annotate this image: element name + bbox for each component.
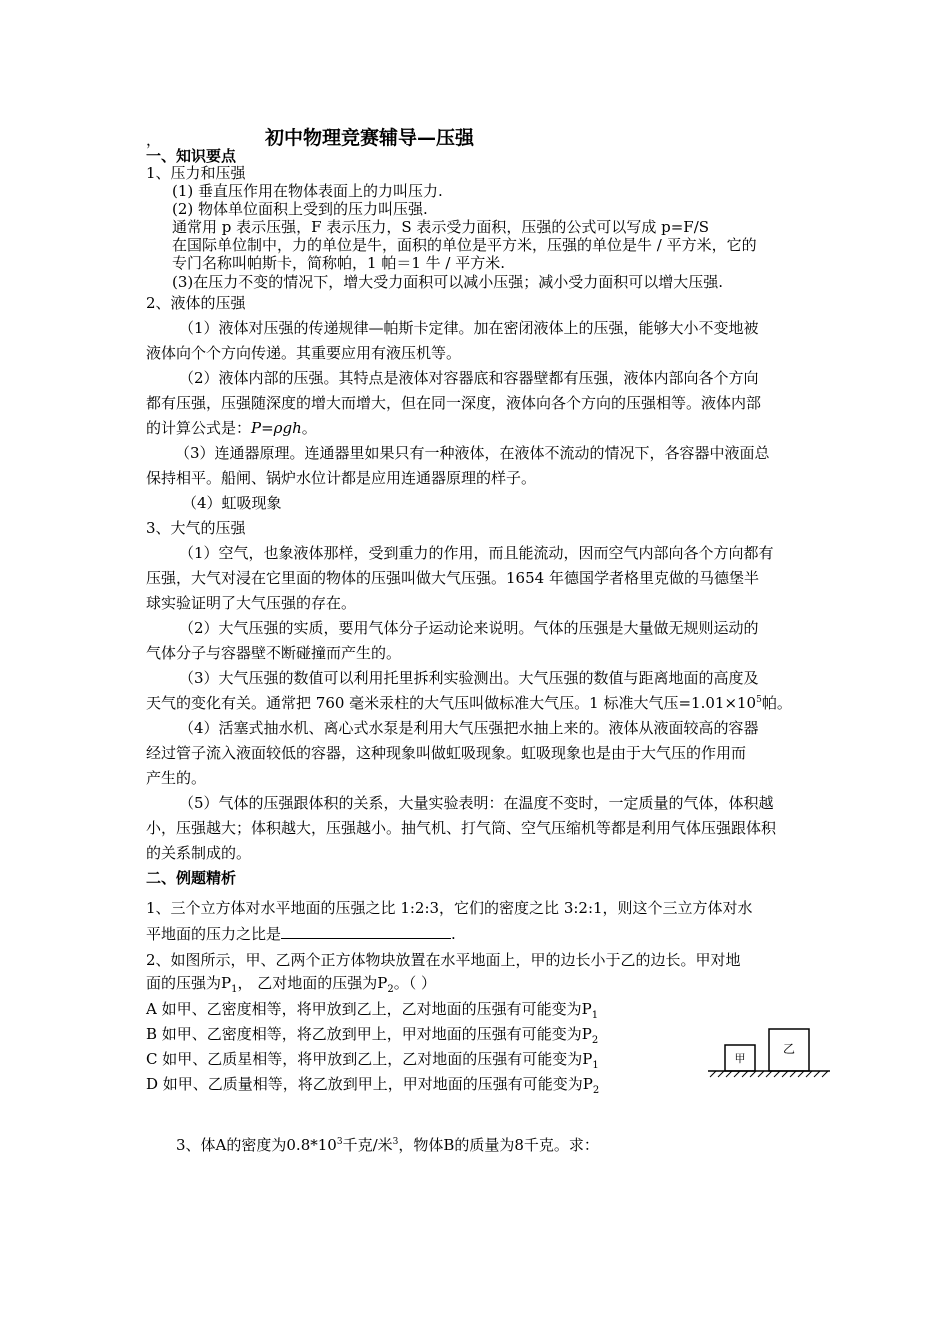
subscript: 2: [592, 1085, 600, 1096]
text: ，物体B的质量为8千克。求：: [398, 1136, 599, 1154]
paragraph: （3）大气压强的数值可以利用托里拆利实验测出。大气压强的数值与距离地面的高度及: [179, 669, 759, 687]
paragraph: 小，压强越大；体积越大，压强越小。抽气机、打气筒、空气压缩机等都是利用气体压强跟体积: [146, 819, 777, 837]
superscript: 5: [756, 695, 762, 705]
superscript: 3: [392, 1137, 399, 1147]
paragraph: 的关系制成的。: [146, 844, 252, 862]
paragraph: （5）气体的压强跟体积的关系，大量实验表明：在温度不变时，一定质量的气体，体积越: [179, 794, 774, 812]
question-2-line2: [146, 973, 436, 993]
paragraph: (3)在压力不变的情况下，增大受力面积可以减小压强；减小受力面积可以增大压强.: [172, 273, 724, 291]
paragraph: 经过管子流入液面较低的容器，这种现象叫做虹吸现象。虹吸现象也是由于大气压的作用而: [146, 744, 747, 762]
text: 面的压强为P: [146, 974, 232, 992]
subheading-pressure: 1、压力和压强: [146, 164, 246, 182]
subscript: 1: [592, 1060, 599, 1071]
paragraph: 保持相平。船闸、锅炉水位计都是应用连通器原理的样子。: [146, 469, 537, 487]
option-d: [146, 1074, 599, 1094]
subheading-liquid: 2、液体的压强: [146, 294, 246, 312]
text: 3、体A的密度为0.8*10: [176, 1136, 337, 1154]
text: C 如甲、乙质星相等，将甲放到乙上，乙对地面的压强有可能变为P: [146, 1050, 593, 1068]
paragraph: （3）连通器原理。连通器里如果只有一种液体，在液体不流动的情况下，各容器中液面总: [175, 444, 770, 462]
formula: P=ρgh: [251, 419, 302, 437]
subscript: 2: [387, 984, 394, 995]
text: 。（ ）: [393, 974, 436, 992]
question-2: 2、如图所示，甲、乙两个正方体物块放置在水平地面上，甲的边长小于乙的边长。甲对地: [146, 951, 741, 969]
paragraph: （4）虹吸现象: [182, 494, 282, 512]
question-1: 1、三个立方体对水平地面的压强之比 1:2:3，它们的密度之比 3:2:1，则这个三立方体对水: [146, 899, 753, 917]
text: 千克/米: [342, 1136, 393, 1154]
option-a: [146, 999, 598, 1019]
subheading-atmosphere: 3、大气的压强: [146, 519, 246, 537]
paragraph: 液体向个个方向传递。其重要应用有液压机等。: [146, 344, 462, 362]
block-jia-label: 甲: [734, 1052, 746, 1065]
paragraph: 专门名称叫帕斯卡，简称帕，1 帕＝1 牛 / 平方米.: [172, 254, 505, 272]
question-3: [176, 1135, 599, 1155]
subscript: 1: [231, 984, 238, 995]
block-yi-label: 乙: [782, 1042, 796, 1056]
text: 天气的变化有关。通常把 760 毫米汞柱的大气压叫做标准大气压。1 标准大气压=1.01×10: [146, 694, 757, 712]
text: B 如甲、乙密度相等，将乙放到甲上，甲对地面的压强有可能变为P: [146, 1025, 592, 1043]
paragraph: 气体分子与容器壁不断碰撞而产生的。: [146, 644, 402, 662]
subscript: 2: [591, 1035, 599, 1046]
text: .: [451, 925, 456, 943]
paragraph: 在国际单位制中，力的单位是牛，面积的单位是平方米，压强的单位是牛 / 平方米，它的: [172, 236, 757, 254]
text: 平地面的压力之比是: [146, 925, 282, 943]
question-1-line2: [146, 924, 456, 944]
paragraph: (2) 物体单位面积上受到的压力叫压强.: [172, 200, 428, 218]
paragraph: 压强，大气对浸在它里面的物体的压强叫做大气压强。1654 年德国学者格里克做的马德堡半: [146, 569, 759, 587]
page-title: 初中物理竞赛辅导—压强: [265, 127, 475, 149]
paragraph: [146, 418, 317, 438]
section-heading-examples: 二、例题精析: [146, 869, 237, 887]
paragraph: （2）液体内部的压强。其特点是液体对容器底和容器壁都有压强，液体内部向各个方向: [179, 369, 759, 387]
text: A 如甲、乙密度相等，将甲放到乙上，乙对地面的压强有可能变为P: [146, 1000, 592, 1018]
text: ， 乙对地面的压强为P: [237, 974, 388, 992]
paragraph: 通常用 p 表示压强，F 表示压力，S 表示受力面积，压强的公式可以写成 p=F/S: [172, 218, 710, 236]
blocks-figure: [706, 1024, 832, 1082]
paragraph: [146, 693, 792, 713]
paragraph: (1) 垂直压作用在物体表面上的力叫压力.: [172, 182, 443, 200]
paragraph: （2）大气压强的实质，要用气体分子运动论来说明。气体的压强是大量做无规则运动的: [179, 619, 759, 637]
option-c: [146, 1049, 599, 1069]
paragraph: （1）液体对压强的传递规律—帕斯卡定律。加在密闭液体上的压强，能够大小不变地被: [179, 319, 759, 337]
text: 的计算公式是：: [146, 419, 252, 437]
paragraph: （1）空气，也象液体那样，受到重力的作用，而且能流动，因而空气内部向各个方向都有: [179, 544, 774, 562]
ground-hatching: [710, 1071, 828, 1077]
option-b: [146, 1024, 598, 1044]
subscript: 1: [591, 1010, 599, 1021]
paragraph: 都有压强，压强随深度的增大而增大，但在同一深度，液体向各个方向的压强相等。液体内部: [146, 394, 762, 412]
section-heading-knowledge: 一、知识要点: [146, 147, 237, 165]
stray-mark: ，: [146, 131, 162, 149]
text: 帕。: [761, 694, 792, 712]
text: D 如甲、乙质量相等，将乙放到甲上，甲对地面的压强有可能变为P: [146, 1075, 593, 1093]
paragraph: 球实验证明了大气压强的存在。: [146, 594, 357, 612]
paragraph: 产生的。: [146, 769, 207, 787]
superscript: 3: [336, 1137, 343, 1147]
text: 。: [301, 419, 317, 437]
paragraph: （4）活塞式抽水机、离心式水泵是利用大气压强把水抽上来的。液体从液面较高的容器: [179, 719, 759, 737]
answer-blank: [281, 924, 451, 939]
